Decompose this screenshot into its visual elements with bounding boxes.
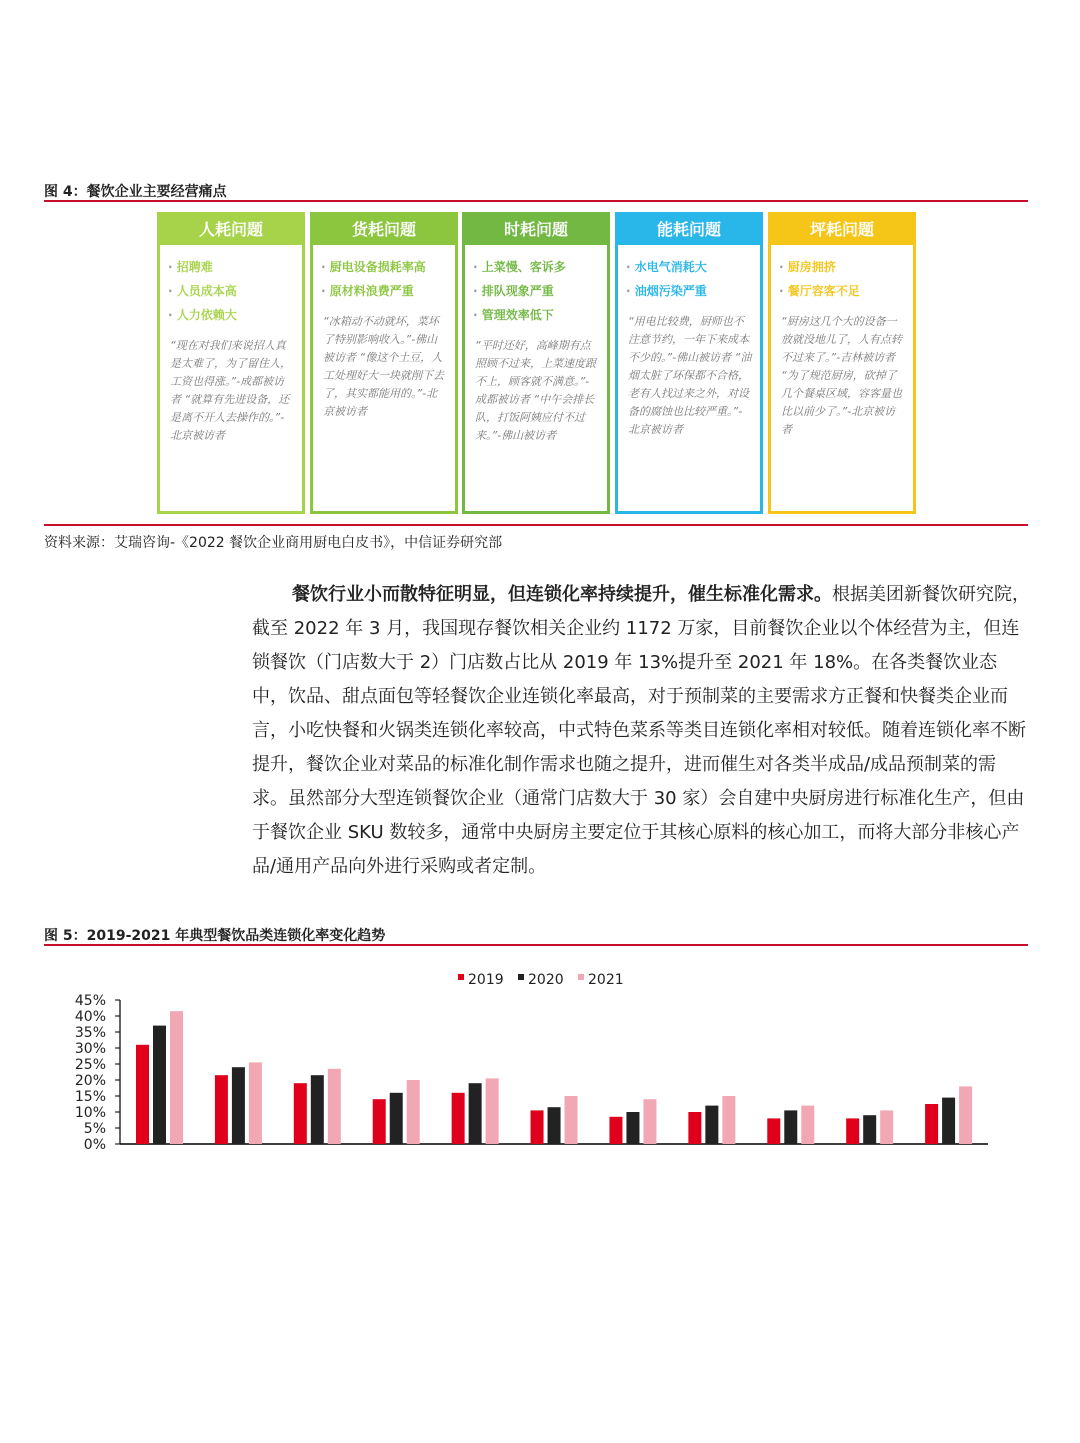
figure5-top-rule — [44, 944, 1028, 946]
panel-item: · 上菜慢、客诉多 — [473, 255, 607, 279]
panel-item: · 餐厅容客不足 — [779, 279, 913, 303]
bar-2020-4 — [390, 1093, 403, 1144]
bar-2021-1 — [170, 1011, 183, 1144]
panel-title: 能耗问题 — [618, 215, 760, 245]
y-tick-label: 25% — [74, 1057, 106, 1073]
bar-2019-11 — [925, 1104, 938, 1144]
panel-item: · 厨电设备损耗率高 — [321, 255, 455, 279]
legend-swatch-2019 — [458, 974, 464, 980]
y-tick-label: 5% — [83, 1121, 106, 1137]
panel-item: · 厨房拥挤 — [779, 255, 913, 279]
chain-rate-chart — [0, 960, 1080, 1160]
bar-2021-6 — [565, 1096, 578, 1144]
y-tick-label: 0% — [83, 1137, 106, 1153]
bar-2020-6 — [548, 1107, 561, 1144]
bar-2019-1 — [136, 1045, 149, 1144]
figure4-title: 图 4：餐饮企业主要经营痛点 — [44, 184, 227, 200]
bar-2019-8 — [688, 1112, 701, 1144]
panel-item: · 人员成本高 — [168, 279, 302, 303]
bar-2021-2 — [249, 1062, 262, 1144]
y-tick-label: 20% — [74, 1073, 106, 1089]
y-tick-label: 30% — [74, 1041, 106, 1057]
bar-2020-8 — [705, 1106, 718, 1144]
panel-title: 时耗问题 — [465, 215, 607, 245]
legend-label-2021: 2021 — [588, 972, 624, 988]
body-lead: 餐饮行业小而散特征明显，但连锁化率持续提升，催生标准化需求。 — [292, 584, 832, 605]
panel-quote: “现在对我们来说招人真是太难了，为了留住人，工资也得涨。”-成都被访者 “就算有先进设备，还是离不开人去操作的。”-北京被访者 — [170, 339, 291, 442]
panel-items — [626, 255, 760, 303]
bar-2021-3 — [328, 1069, 341, 1144]
bar-2019-2 — [215, 1075, 228, 1144]
panel-item: · 管理效率低下 — [473, 303, 607, 327]
body-paragraph — [252, 578, 1032, 884]
bar-2021-8 — [722, 1096, 735, 1144]
panel-5 — [768, 212, 916, 514]
bar-2020-1 — [153, 1026, 166, 1144]
panel-title: 人耗问题 — [160, 215, 302, 245]
bar-2019-4 — [373, 1099, 386, 1144]
bar-2019-3 — [294, 1083, 307, 1144]
bar-2019-5 — [452, 1093, 465, 1144]
figure4-top-rule — [44, 200, 1028, 202]
panel-title: 货耗问题 — [313, 215, 455, 245]
panel-4 — [615, 212, 763, 514]
panel-1 — [157, 212, 305, 514]
y-tick-label: 15% — [74, 1089, 106, 1105]
bar-2020-10 — [863, 1115, 876, 1144]
body-text: 根据美团新餐饮研究院，截至 2022 年 3 月，我国现存餐饮相关企业约 1172 万家，目前餐饮企业以个体经营为主，但连锁餐饮（门店数大于 2）门店数占比从 2019 年 13%提升至 2021 年 18%。在各类餐饮业态中，饮品、甜点面包等轻餐饮企业连锁化率最高，对于预制菜的主要需求方正餐和快餐类企业而言，小吃快餐和火锅类连锁化率较高，中式特色菜系等类目连锁化率相对较低。随着连锁化率不断提升，餐饮企业对菜品的标准化制作需求也随之提升，进而催生对各类半成品/成品预制菜的需求。虽然部分大型连锁餐饮企业（通常门店数大于 30 家）会自建中央厨房进行标准化生产，但由于餐饮企业 SKU 数较多，通常中央厨房主要定位于其核心原料的核心加工，而将大部分非核心产品/通用产品向外进行采购或者定制。 — [252, 584, 1030, 877]
bar-2021-10 — [880, 1110, 893, 1144]
figure4-bottom-rule — [44, 524, 1028, 526]
legend-label-2020: 2020 — [528, 972, 564, 988]
bar-2019-6 — [531, 1110, 544, 1144]
bar-2020-9 — [784, 1110, 797, 1144]
bar-2020-7 — [626, 1112, 639, 1144]
legend-swatch-2021 — [578, 974, 584, 980]
bar-2019-7 — [609, 1117, 622, 1144]
y-tick-label: 45% — [74, 993, 106, 1009]
bar-2020-11 — [942, 1098, 955, 1144]
panel-item: · 原材料浪费严重 — [321, 279, 455, 303]
bar-2019-9 — [767, 1118, 780, 1144]
figure4-source: 资料来源：艾瑞咨询-《2022 餐饮企业商用厨电白皮书》，中信证券研究部 — [44, 535, 503, 551]
bar-2020-3 — [311, 1075, 324, 1144]
legend-label-2019: 2019 — [468, 972, 504, 988]
bar-2021-5 — [486, 1078, 499, 1144]
panel-item: · 油烟污染严重 — [626, 279, 760, 303]
panel-items — [168, 255, 302, 327]
panel-quote: “厨房这几个大的设备一放就没地儿了，人有点转不过来了。”-吉林被访者 “为了规范厨房，砍掉了几个餐桌区域，容客量也比以前少了。”-北京被访者 — [781, 315, 902, 436]
bar-2020-5 — [469, 1083, 482, 1144]
bar-2020-2 — [232, 1067, 245, 1144]
panel-2 — [310, 212, 458, 514]
panel-quote: “冰箱动不动就坏，菜坏了特别影响收入。”-佛山被访者 “像这个土豆，人工处理好大一块就削下去了，其实都能用的。”-北京被访者 — [323, 315, 444, 418]
panel-item: · 招聘难 — [168, 255, 302, 279]
y-tick-label: 40% — [74, 1009, 106, 1025]
panel-items — [321, 255, 455, 303]
bar-2021-4 — [407, 1080, 420, 1144]
bar-2021-11 — [959, 1086, 972, 1144]
panel-items — [779, 255, 913, 303]
panel-3 — [462, 212, 610, 514]
panel-item: · 人力依赖大 — [168, 303, 302, 327]
bar-2019-10 — [846, 1118, 859, 1144]
panel-items — [473, 255, 607, 327]
y-tick-label: 10% — [74, 1105, 106, 1121]
legend-swatch-2020 — [518, 974, 524, 980]
panel-quote: “平时还好，高峰期有点照顾不过来，上菜速度跟不上，顾客就不满意。”-成都被访者 “中午会排长队，打饭阿姨应付不过来。”-佛山被访者 — [475, 339, 596, 442]
y-tick-label: 35% — [74, 1025, 106, 1041]
bar-2021-9 — [801, 1106, 814, 1144]
panel-item: · 排队现象严重 — [473, 279, 607, 303]
bar-2021-7 — [643, 1099, 656, 1144]
figure5-title: 图 5：2019-2021 年典型餐饮品类连锁化率变化趋势 — [44, 928, 386, 944]
panel-quote: “用电比较费，厨师也不注意节约，一年下来成本不少的。”-佛山被访者 “油烟太脏了环保都不合格，老有人找过来之外，对设备的腐蚀也比较严重。”-北京被访者 — [628, 315, 752, 436]
panel-title: 坪耗问题 — [771, 215, 913, 245]
panel-item: · 水电气消耗大 — [626, 255, 760, 279]
